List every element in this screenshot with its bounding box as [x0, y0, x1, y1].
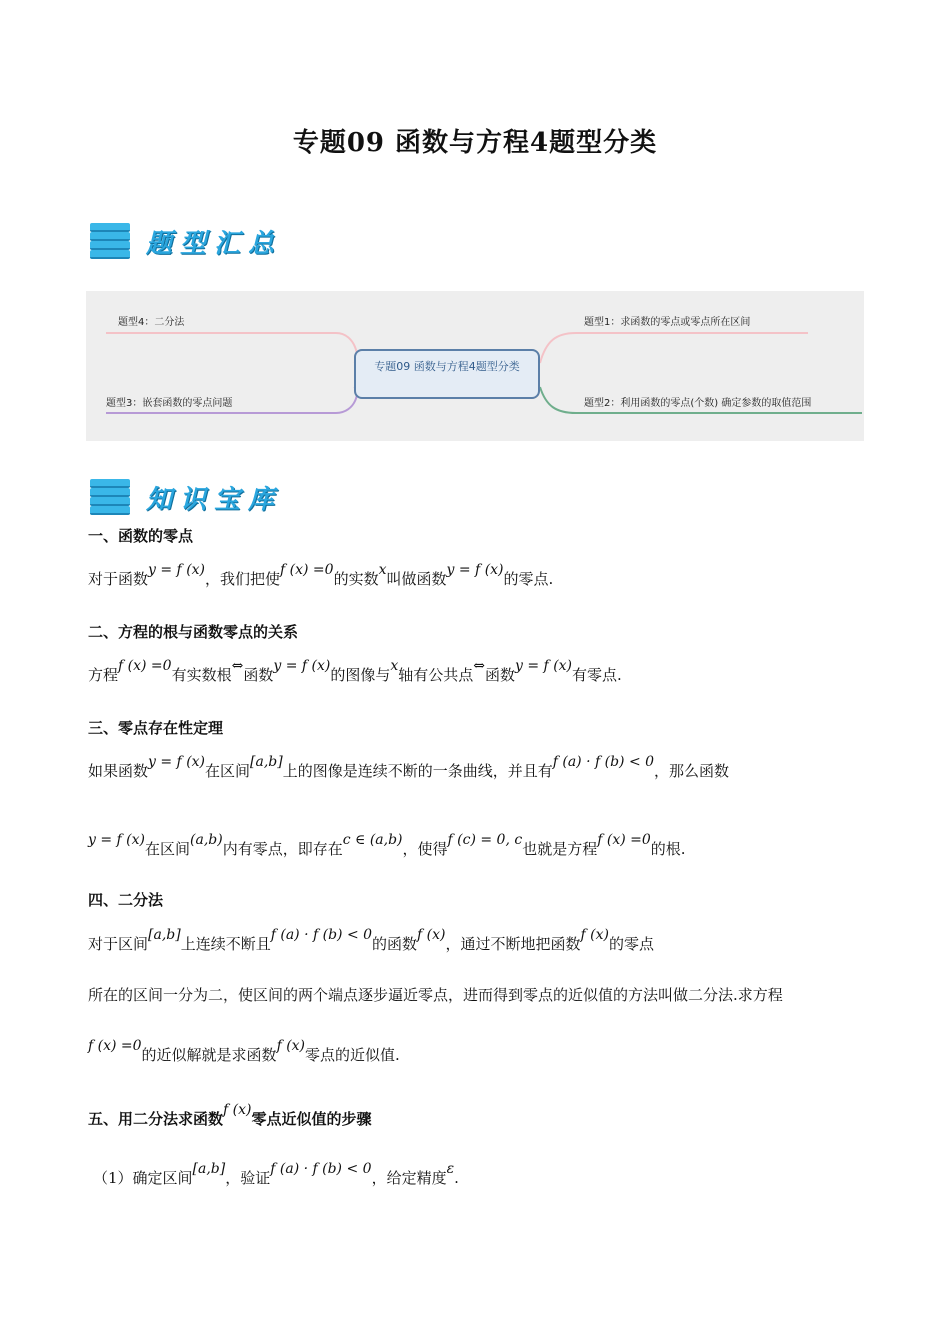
- math: f (a) · f (b) < 0: [270, 927, 373, 943]
- math: x: [390, 658, 399, 674]
- section-banner-summary: [88, 218, 282, 264]
- paragraph-line: [88, 1038, 400, 1065]
- connector-t1: [540, 333, 808, 363]
- section-heading: 四、二分法: [88, 891, 164, 909]
- paragraph-line: [88, 562, 554, 589]
- text: （1）确定区间: [93, 1169, 193, 1187]
- math: f (x) =0: [118, 658, 172, 674]
- math: f (x) =0: [597, 832, 651, 848]
- text: ，通过不断地把函数: [445, 935, 581, 953]
- math: f (x): [276, 1038, 306, 1054]
- text: 如果函数: [88, 762, 149, 780]
- paragraph-line: [88, 927, 654, 954]
- math: y = f (x): [446, 562, 504, 578]
- text: 的图像与: [330, 666, 391, 684]
- book-stack-icon: [88, 221, 134, 261]
- math: f (x): [580, 927, 609, 943]
- math: c ∈ (a,b): [342, 832, 403, 848]
- math: ⇔: [231, 658, 244, 674]
- mindmap-node-t4: 题型4：二分法: [118, 317, 185, 328]
- paragraph-line: 所在的区间一分为二，使区间的两个端点逐步逼近零点，进而得到零点的近似值的方法叫做二分法.求方程: [88, 986, 783, 1004]
- text: 轴有公共点: [398, 666, 474, 684]
- text: 零点的近似值.: [305, 1046, 400, 1064]
- math: y = f (x): [273, 658, 331, 674]
- text: 在区间: [145, 840, 191, 858]
- math: y = f (x): [148, 562, 206, 578]
- math: f (x): [223, 1102, 252, 1118]
- paragraph-line: [88, 658, 622, 685]
- math: [a,b]: [192, 1161, 226, 1177]
- section-heading: 三、零点存在性定理: [88, 719, 224, 737]
- book-stack-icon: [88, 477, 134, 517]
- text: 对于区间: [88, 935, 149, 953]
- text: 函数: [243, 666, 274, 684]
- text: 的零点.: [503, 570, 554, 588]
- mindmap-node-t3: 题型3：嵌套函数的零点问题: [106, 398, 233, 409]
- paragraph-line: [93, 1161, 459, 1188]
- text: 的零点: [608, 935, 654, 953]
- text: 的近似解就是求函数: [141, 1046, 277, 1064]
- text: 的函数: [372, 935, 418, 953]
- text: 的实数: [333, 570, 379, 588]
- section-banner-knowledge: [88, 474, 282, 520]
- text: ，验证: [225, 1169, 271, 1187]
- math: f (c) = 0, c: [447, 832, 523, 848]
- math: y = f (x): [515, 658, 573, 674]
- math: f (x) =0: [88, 1038, 142, 1054]
- paragraph-line: [88, 832, 686, 859]
- text: 的根.: [650, 840, 686, 858]
- section-heading: 二、方程的根与函数零点的关系: [88, 623, 299, 641]
- text: .: [454, 1169, 459, 1187]
- section-heading: [88, 1102, 372, 1129]
- text: 有零点.: [572, 666, 622, 684]
- text: 内有零点，即存在: [222, 840, 343, 858]
- math: y = f (x): [148, 754, 206, 770]
- mindmap-node-t2: 题型2：利用函数的零点(个数) 确定参数的取值范围: [584, 398, 812, 409]
- text: ，给定精度: [371, 1169, 447, 1187]
- text: ，使得: [402, 840, 448, 858]
- math: f (x) =0: [280, 562, 334, 578]
- paragraph-line: [88, 754, 730, 781]
- math: [a,b]: [148, 927, 181, 943]
- math: (a,b): [190, 832, 223, 848]
- text: 有实数根: [171, 666, 232, 684]
- math: y = f (x): [88, 832, 145, 848]
- section-heading: 一、函数的零点: [88, 527, 194, 545]
- math: [a,b]: [250, 754, 283, 770]
- mindmap-node-t1: 题型1：求函数的零点或零点所在区间: [584, 317, 751, 328]
- text: 上连续不断且: [180, 935, 271, 953]
- banner-label: 题型汇总: [146, 228, 283, 259]
- text: 在区间: [205, 762, 251, 780]
- text: 叫做函数: [386, 570, 447, 588]
- mindmap-center: 专题09 函数与方程4题型分类: [354, 349, 540, 399]
- text: ，我们把使: [205, 570, 281, 588]
- math: f (x): [417, 927, 446, 943]
- text: 方程: [88, 666, 119, 684]
- math: x: [378, 562, 387, 578]
- text: 对于函数: [88, 570, 149, 588]
- math: f (a) · f (b) < 0: [552, 754, 655, 770]
- math: ε: [446, 1161, 455, 1177]
- connector-t4: [106, 333, 357, 363]
- text: 五、用二分法求函数: [88, 1110, 224, 1128]
- text: 上的图像是连续不断的一条曲线，并且有: [282, 762, 553, 780]
- text: 也就是方程: [522, 840, 598, 858]
- text: 函数: [485, 666, 516, 684]
- mindmap: [86, 291, 864, 441]
- page-title: 专题09 函数与方程4题型分类: [292, 128, 658, 158]
- banner-label: 知识宝库: [146, 484, 283, 515]
- text: ，那么函数: [654, 762, 730, 780]
- text: 零点近似值的步骤: [251, 1110, 372, 1128]
- math: f (a) · f (b) < 0: [270, 1161, 372, 1177]
- math: ⇔: [473, 658, 485, 674]
